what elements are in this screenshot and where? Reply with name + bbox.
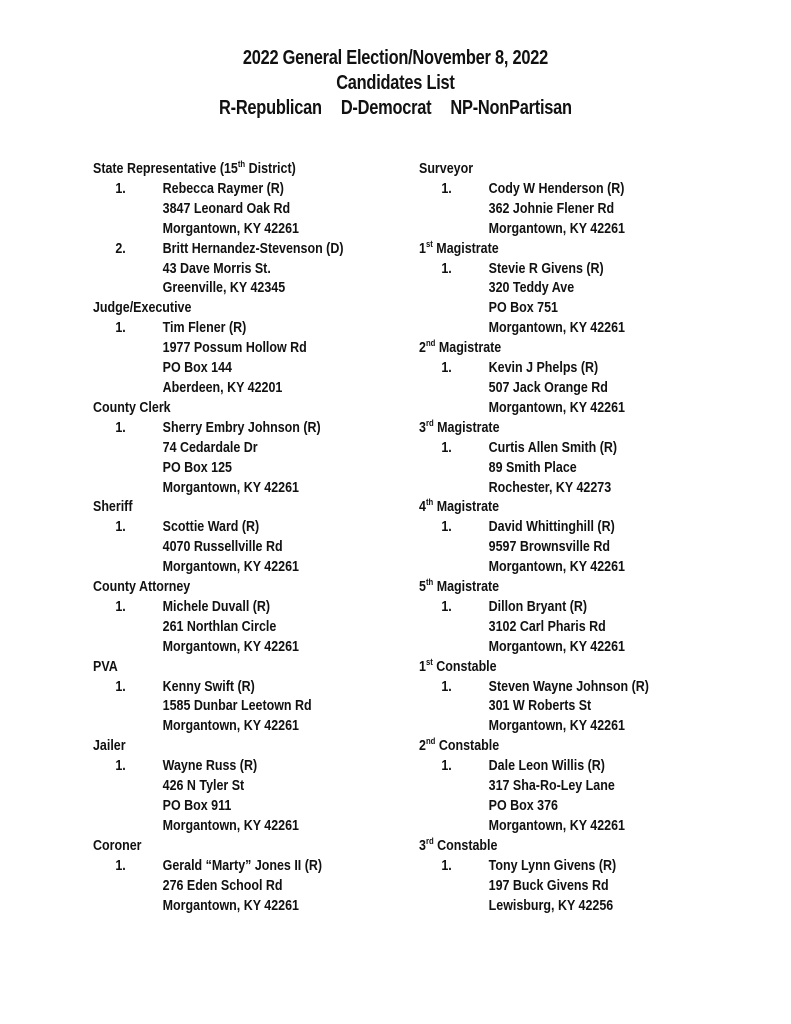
- candidate-name: Scottie Ward (R): [162, 519, 260, 536]
- office-section: [419, 578, 746, 658]
- candidate-entry: [419, 757, 746, 837]
- office-name: PVA: [93, 658, 118, 675]
- office-title: [93, 399, 420, 419]
- candidate-address-line: 317 Sha-Ro-Ley Lane: [488, 778, 615, 795]
- office-section: [419, 658, 746, 738]
- candidate-name: Wayne Russ (R): [162, 758, 258, 775]
- office-name: 2: [419, 738, 426, 755]
- candidate-entry: [93, 757, 420, 837]
- office-name: County Attorney: [93, 579, 191, 596]
- candidate-address-line: Morgantown, KY 42261: [162, 718, 299, 735]
- office-name-rest: District): [245, 161, 296, 177]
- office-title: [93, 498, 420, 518]
- candidate-address-line: PO Box 125: [162, 459, 232, 476]
- office-name: Coroner: [93, 837, 142, 854]
- candidate-address-line: 3847 Leonard Oak Rd: [162, 200, 291, 217]
- candidate-address-line: 507 Jack Orange Rd: [488, 379, 608, 396]
- office-ordinal-suffix: nd: [425, 338, 436, 349]
- candidate-address-line: 276 Eden School Rd: [162, 877, 283, 894]
- office-name: Jailer: [93, 738, 126, 755]
- office-section: [93, 160, 420, 299]
- candidate-name: Cody W Henderson (R): [488, 180, 625, 197]
- office-name: 4: [419, 499, 426, 516]
- office-title: [419, 419, 746, 439]
- candidate-entry: [93, 857, 420, 917]
- office-section: [93, 737, 420, 837]
- candidate-address-line: 320 Teddy Ave: [488, 280, 575, 297]
- candidate-address-line: Morgantown, KY 42261: [162, 817, 299, 834]
- candidate-name: Michele Duvall (R): [162, 598, 271, 615]
- candidate-number: 1.: [441, 598, 452, 615]
- right-column: [419, 160, 746, 916]
- candidate-number: 1.: [441, 758, 452, 775]
- candidate-entry: [93, 598, 420, 658]
- office-ordinal-suffix: nd: [425, 736, 436, 747]
- office-ordinal-suffix: st: [425, 656, 433, 667]
- candidate-entry: [419, 678, 746, 738]
- candidate-address-line: Morgantown, KY 42261: [488, 399, 625, 416]
- candidate-entry: [93, 518, 420, 578]
- candidate-number: 1.: [115, 758, 126, 775]
- office-name-rest: Magistrate: [433, 419, 500, 436]
- candidate-address-line: Morgantown, KY 42261: [488, 817, 625, 834]
- candidate-entry: [419, 518, 746, 578]
- candidate-name: David Whittinghill (R): [488, 519, 615, 536]
- office-title: [419, 240, 746, 260]
- office-name-rest: Magistrate: [433, 499, 500, 516]
- candidate-address-line: 1977 Possum Hollow Rd: [162, 340, 307, 357]
- office-section: [419, 240, 746, 340]
- candidate-address-line: Morgantown, KY 42261: [488, 718, 625, 735]
- candidate-address-line: Morgantown, KY 42261: [162, 479, 299, 496]
- candidate-address-line: Aberdeen, KY 42201: [162, 379, 283, 396]
- candidate-number: 1.: [441, 519, 452, 536]
- office-section: [419, 339, 746, 419]
- office-title: [93, 160, 420, 180]
- candidate-number: 1.: [441, 857, 452, 874]
- office-title: [419, 498, 746, 518]
- candidate-entry: [419, 857, 746, 917]
- office-ordinal-suffix: th: [425, 497, 434, 508]
- candidate-address-line: PO Box 751: [488, 300, 558, 317]
- candidate-address-line: Morgantown, KY 42261: [162, 559, 299, 576]
- candidate-name: Dillon Bryant (R): [488, 598, 588, 615]
- candidate-address-line: 43 Dave Morris St.: [162, 260, 271, 277]
- office-title: [93, 299, 420, 319]
- office-ordinal-suffix: st: [425, 238, 433, 249]
- candidate-entry: [93, 180, 420, 240]
- candidate-address-line: Lewisburg, KY 42256: [488, 897, 614, 914]
- office-title: [419, 837, 746, 857]
- office-section: [419, 837, 746, 917]
- document-subtitle: Candidates List: [336, 72, 455, 94]
- candidate-address-line: PO Box 376: [488, 798, 558, 814]
- office-section: [419, 160, 746, 240]
- office-title: [419, 737, 746, 757]
- office-name-rest: Constable: [432, 658, 497, 675]
- candidate-number: 1.: [115, 678, 126, 695]
- office-title: [419, 339, 746, 359]
- office-name: Judge/Executive: [93, 300, 192, 317]
- office-section: [93, 299, 420, 399]
- candidate-number: 2.: [115, 240, 126, 257]
- candidate-address-line: 74 Cedardale Dr: [162, 439, 258, 456]
- candidate-address-line: 197 Buck Givens Rd: [488, 877, 609, 894]
- candidate-number: 1.: [441, 180, 452, 197]
- candidate-address-line: 4070 Russellville Rd: [162, 539, 283, 556]
- candidate-address-line: Morgantown, KY 42261: [488, 559, 625, 576]
- office-name: Sheriff: [93, 499, 133, 516]
- candidate-address-line: Morgantown, KY 42261: [162, 220, 299, 237]
- candidate-number: 1.: [115, 419, 126, 436]
- candidate-address-line: 261 Northlan Circle: [162, 618, 277, 635]
- candidate-entry: [93, 240, 420, 300]
- candidate-name: Sherry Embry Johnson (R): [162, 419, 321, 436]
- office-name-rest: Magistrate: [433, 579, 500, 596]
- candidate-name: Tony Lynn Givens (R): [488, 857, 617, 874]
- party-legend: [71, 96, 720, 121]
- candidate-address-line: Morgantown, KY 42261: [162, 897, 299, 914]
- candidate-address-line: Greenville, KY 42345: [162, 280, 286, 297]
- candidate-number: 1.: [115, 598, 126, 615]
- office-name-rest: Constable: [433, 837, 498, 854]
- candidate-name: Britt Hernandez-Stevenson (D): [162, 240, 344, 257]
- office-name: 5: [419, 579, 426, 596]
- office-title: [93, 837, 420, 857]
- candidate-entry: [419, 359, 746, 419]
- candidate-name: Dale Leon Willis (R): [488, 758, 605, 775]
- office-section: [93, 498, 420, 578]
- office-ordinal-suffix: rd: [425, 417, 434, 428]
- candidate-address-line: 89 Smith Place: [488, 459, 577, 476]
- candidate-entry: [93, 319, 420, 399]
- office-name: 3: [419, 837, 426, 854]
- office-name: 2: [419, 340, 426, 357]
- office-name: Surveyor: [419, 161, 474, 177]
- office-section: [419, 498, 746, 578]
- office-name-rest: Constable: [435, 738, 500, 755]
- candidate-entry: [419, 439, 746, 499]
- office-name: 1: [419, 240, 426, 257]
- candidate-number: 1.: [115, 320, 126, 337]
- left-column: [93, 160, 420, 916]
- candidate-address-line: PO Box 911: [162, 798, 232, 814]
- candidate-name: Tim Flener (R): [162, 320, 247, 337]
- legend-democrat: D-Democrat: [340, 97, 432, 119]
- candidate-number: 1.: [115, 857, 126, 874]
- candidate-entry: [419, 180, 746, 240]
- office-title: [419, 658, 746, 678]
- candidate-number: 1.: [441, 439, 452, 456]
- candidate-address-line: 1585 Dunbar Leetown Rd: [162, 698, 312, 715]
- candidate-address-line: 301 W Roberts St: [488, 698, 592, 715]
- office-title: [419, 578, 746, 598]
- office-ordinal-suffix: rd: [425, 835, 434, 846]
- office-section: [93, 399, 420, 499]
- office-name: County Clerk: [93, 399, 171, 416]
- candidate-address-line: 3102 Carl Pharis Rd: [488, 618, 606, 635]
- candidate-number: 1.: [115, 519, 126, 536]
- candidate-address-line: Morgantown, KY 42261: [488, 638, 625, 655]
- candidate-number: 1.: [441, 360, 452, 377]
- legend-republican: R-Republican: [219, 97, 322, 119]
- office-title: [93, 658, 420, 678]
- office-name-rest: Magistrate: [435, 340, 502, 357]
- legend-nonpartisan: NP-NonPartisan: [450, 97, 572, 119]
- document-title: 2022 General Election/November 8, 2022: [242, 47, 548, 69]
- candidate-address-line: 9597 Brownsville Rd: [488, 539, 610, 556]
- office-title: [419, 160, 746, 180]
- candidate-number: 1.: [115, 180, 126, 197]
- candidate-address-line: Morgantown, KY 42261: [488, 220, 625, 237]
- candidate-entry: [419, 598, 746, 658]
- candidate-address-line: Rochester, KY 42273: [488, 479, 612, 496]
- office-name: State Representative (15: [93, 161, 238, 177]
- candidate-address-line: PO Box 144: [162, 360, 232, 377]
- office-title: [93, 737, 420, 757]
- candidate-entry: [93, 678, 420, 738]
- office-section: [93, 837, 420, 917]
- office-name: 3: [419, 419, 426, 436]
- candidate-name: Kevin J Phelps (R): [488, 360, 599, 377]
- candidate-entry: [419, 260, 746, 340]
- office-section: [419, 737, 746, 837]
- candidate-address-line: 362 Johnie Flener Rd: [488, 200, 615, 217]
- office-title: [93, 578, 420, 598]
- candidate-entry: [93, 419, 420, 499]
- candidate-name: Stevie R Givens (R): [488, 260, 604, 277]
- office-name: 1: [419, 658, 426, 675]
- candidate-address-line: Morgantown, KY 42261: [488, 320, 625, 337]
- candidate-name: Rebecca Raymer (R): [162, 180, 284, 197]
- document-header: [71, 46, 720, 121]
- candidate-name: Gerald “Marty” Jones II (R): [162, 857, 323, 874]
- office-section: [93, 578, 420, 658]
- office-section: [419, 419, 746, 499]
- candidate-address-line: 426 N Tyler St: [162, 778, 245, 795]
- candidate-number: 1.: [441, 260, 452, 277]
- office-name-rest: Magistrate: [432, 240, 499, 257]
- candidate-name: Curtis Allen Smith (R): [488, 439, 618, 456]
- candidate-address-line: Morgantown, KY 42261: [162, 638, 299, 655]
- office-ordinal-suffix: th: [425, 577, 434, 588]
- candidate-name: Steven Wayne Johnson (R): [488, 678, 649, 695]
- candidate-name: Kenny Swift (R): [162, 678, 255, 695]
- office-ordinal-suffix: th: [237, 159, 246, 170]
- office-section: [93, 658, 420, 738]
- candidate-number: 1.: [441, 678, 452, 695]
